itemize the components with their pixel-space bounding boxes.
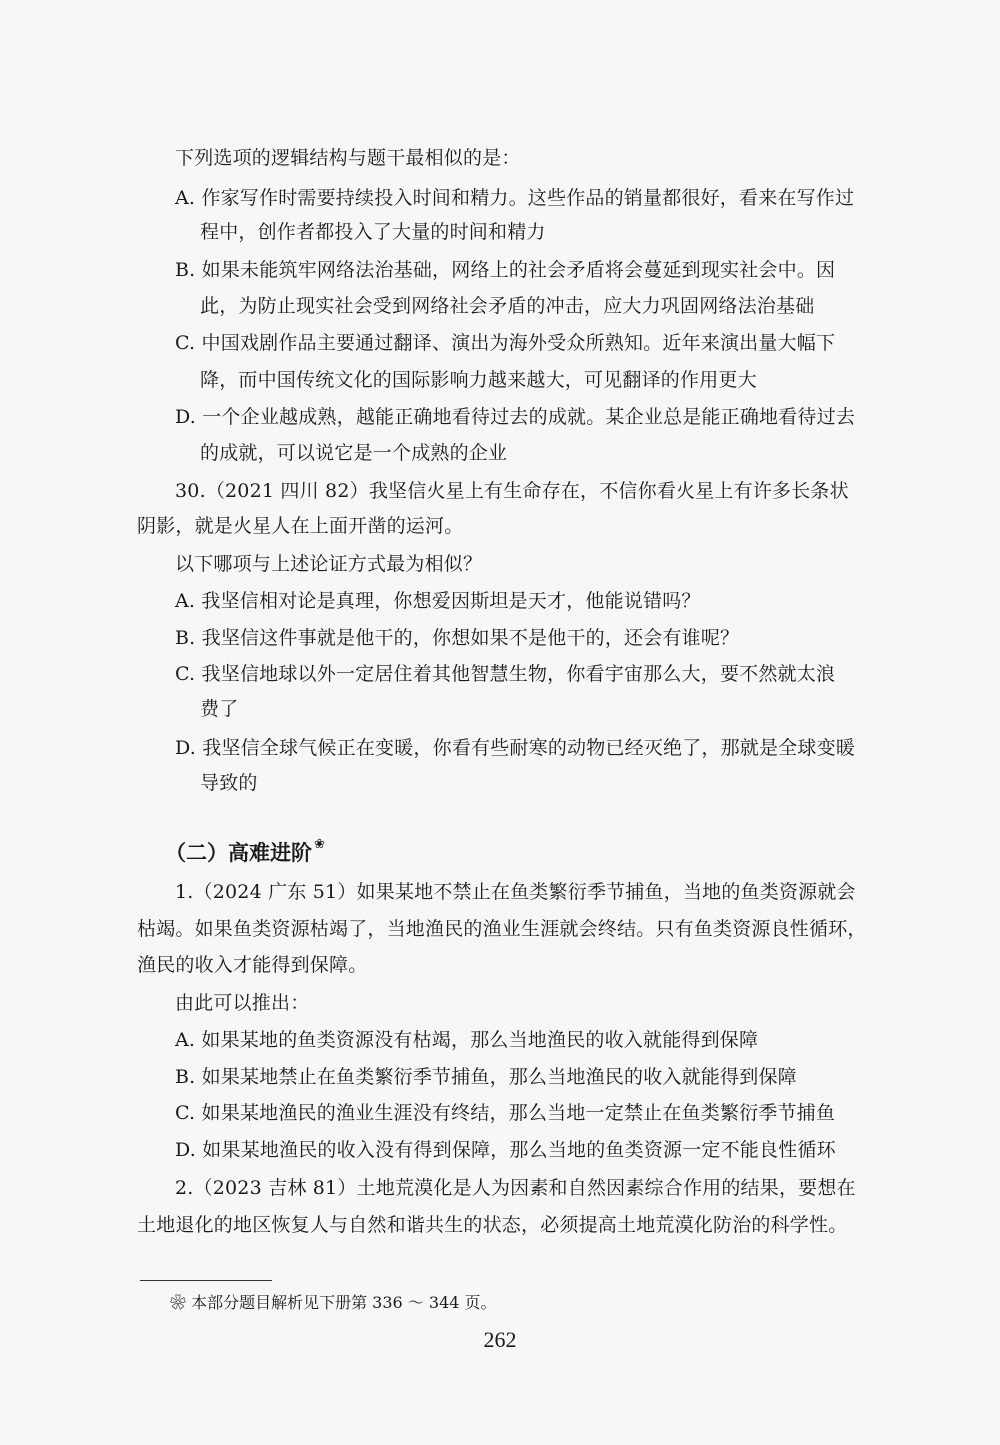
section-title: （二）高难进阶 — [165, 841, 312, 865]
option-c-line-1: C. 中国戏剧作品主要通过翻译、演出为海外受众所熟知。近年来演出量大幅下 — [175, 332, 836, 354]
q30-option-c-line-2: 费了 — [200, 698, 239, 720]
option-c-line-2: 降，而中国传统文化的国际影响力越来越大，可见翻译的作用更大 — [200, 369, 757, 391]
footnote: ❀ 本部分题目解析见下册第 336 ～ 344 页。 — [170, 1293, 497, 1312]
option-a-line-1: A. 作家写作时需要持续投入时间和精力。这些作品的销量都很好，看来在写作过 — [175, 187, 855, 209]
section-heading — [165, 837, 325, 870]
option-b-line-1: B. 如果未能筑牢网络法治基础，网络上的社会矛盾将会蔓延到现实社会中。因 — [175, 259, 836, 281]
q30-option-d-line-1: D. 我坚信全球气候正在变暖，你看有些耐寒的动物已经灭绝了，那就是全球变暖 — [175, 737, 856, 759]
q1-option-c: C. 如果某地渔民的渔业生涯没有终结，那么当地一定禁止在鱼类繁衍季节捕鱼 — [175, 1102, 836, 1124]
question-prompt: 下列选项的逻辑结构与题干最相似的是： — [175, 147, 521, 169]
q2-stem-line-1: 2.（2023 吉林 81）土地荒漠化是人为因素和自然因素综合作用的结果，要想在 — [175, 1177, 856, 1199]
q1-stem-line-3: 渔民的收入才能得到保障。 — [137, 954, 368, 976]
q1-prompt: 由此可以推出： — [175, 992, 310, 1014]
q30-option-b: B. 我坚信这件事就是他干的，你想如果不是他干的，还会有谁呢？ — [175, 627, 740, 649]
flower-mark-icon: ❀ — [314, 837, 325, 852]
q30-option-d-line-2: 导致的 — [200, 772, 258, 794]
page-number: 262 — [483, 1327, 517, 1352]
q30-prompt: 以下哪项与上述论证方式最为相似？ — [175, 553, 483, 575]
q1-stem-line-2: 枯竭。如果鱼类资源枯竭了，当地渔民的渔业生涯就会终结。只有鱼类资源良性循环， — [137, 918, 867, 940]
q30-stem-line-1: 30.（2021 四川 82）我坚信火星上有生命存在，不信你看火星上有许多长条状 — [175, 480, 849, 502]
q2-stem-line-2: 土地退化的地区恢复人与自然和谐共生的状态，必须提高土地荒漠化防治的科学性。 — [137, 1214, 848, 1236]
footnote-divider — [140, 1280, 272, 1281]
q1-stem-line-1: 1.（2024 广东 51）如果某地不禁止在鱼类繁衍季节捕鱼，当地的鱼类资源就会 — [175, 881, 856, 903]
q1-option-a: A. 如果某地的鱼类资源没有枯竭，那么当地渔民的收入就能得到保障 — [175, 1029, 759, 1051]
q30-option-a: A. 我坚信相对论是真理，你想爱因斯坦是天才，他能说错吗？ — [175, 590, 701, 612]
option-d-line-1: D. 一个企业越成熟，越能正确地看待过去的成就。某企业总是能正确地看待过去 — [175, 406, 856, 428]
option-d-line-2: 的成就，可以说它是一个成熟的企业 — [200, 442, 508, 464]
q30-option-c-line-1: C. 我坚信地球以外一定居住着其他智慧生物，你看宇宙那么大，要不然就太浪 — [175, 663, 836, 685]
option-b-line-2: 此，为防止现实社会受到网络社会矛盾的冲击，应大力巩固网络法治基础 — [200, 295, 815, 317]
q1-option-d: D. 如果某地渔民的收入没有得到保障，那么当地的鱼类资源一定不能良性循环 — [175, 1139, 836, 1161]
q1-option-b: B. 如果某地禁止在鱼类繁衍季节捕鱼，那么当地渔民的收入就能得到保障 — [175, 1066, 797, 1088]
option-a-line-2: 程中，创作者都投入了大量的时间和精力 — [200, 221, 546, 243]
q30-stem-line-2: 阴影，就是火星人在上面开凿的运河。 — [137, 515, 464, 537]
